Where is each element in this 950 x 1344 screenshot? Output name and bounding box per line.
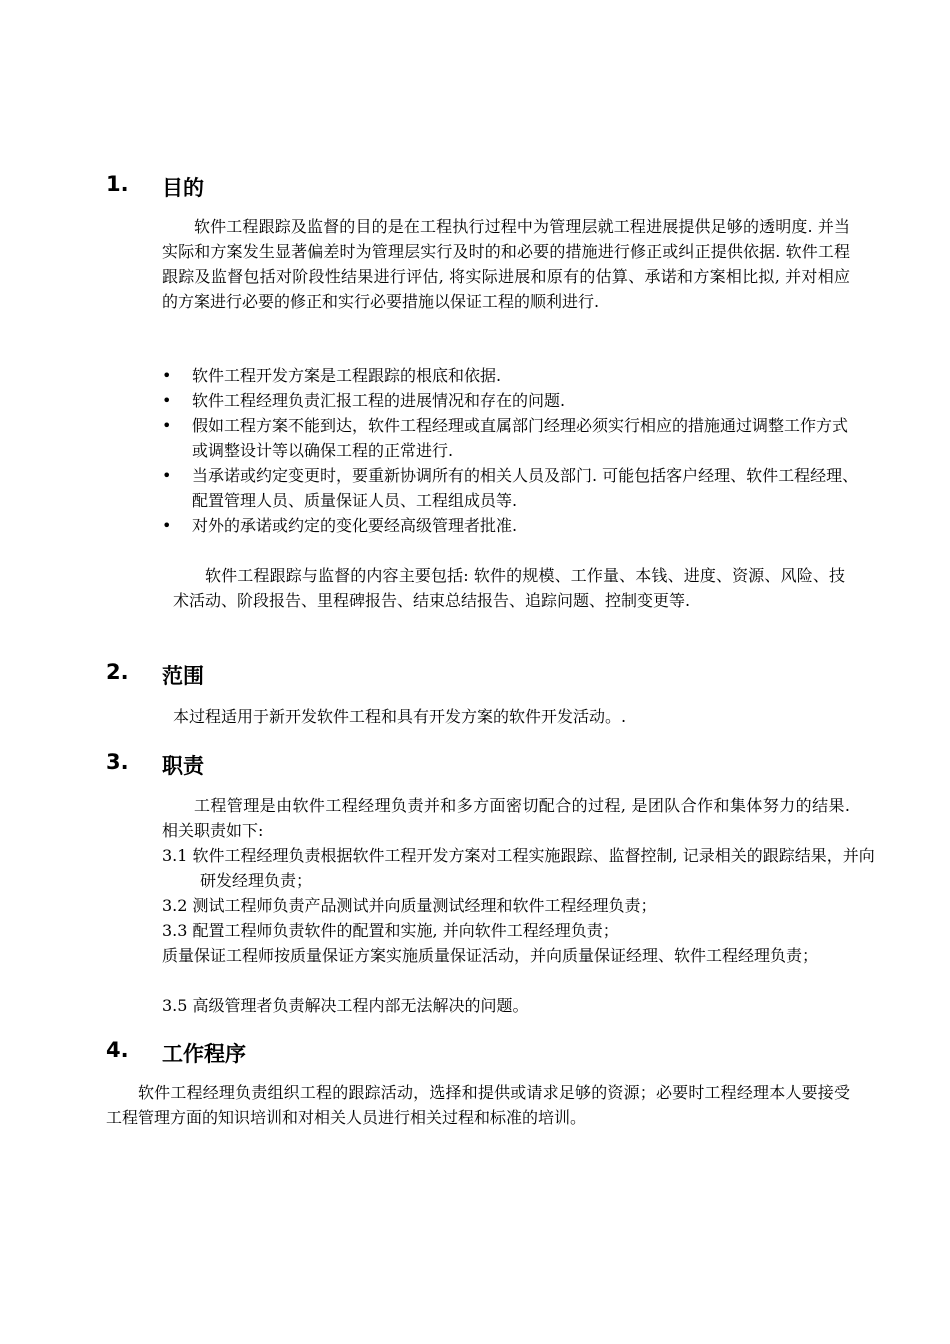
section-title: 职责 (162, 754, 204, 778)
list-item-text: 软件工程经理负责汇报工程的进展情况和存在的问题. (192, 391, 566, 410)
section-title: 工作程序 (162, 1042, 246, 1066)
bullet-icon: • (162, 516, 172, 535)
section-number: 3. (106, 750, 129, 774)
purpose-bullet-list (162, 363, 862, 538)
section-number: 1. (106, 172, 129, 196)
list-item-text: 对外的承诺或约定的变化要经高级管理者批准. (192, 516, 518, 535)
scope-paragraph: 本过程适用于新开发软件工程和具有开发方案的软件开发活动。. (173, 707, 627, 726)
purpose-paragraph: 软件工程跟踪及监督的目的是在工程执行过程中为管理层就工程进展提供足够的透明度. 并当实际和方案发生显著偏差时为管理层实行及时的和必要的措施进行修正或纠正提供依据. 软件工程跟踪及监督包括对阶段性结果进行评估, 将实际进展和原有的估算、承诺和方案相比拟, 并对相应的方案进行必要的修正和实行必要措施以保证工程的顺利进行. (162, 217, 850, 311)
list-item-text: 软件工程开发方案是工程跟踪的根底和依据. (192, 366, 502, 385)
list-item (162, 363, 862, 388)
responsibility-item: 3.3 配置工程师负责软件的配置和实施, 并向软件工程经理负责； (162, 921, 619, 940)
bullet-icon: • (162, 391, 172, 410)
tracking-content-paragraph: 软件工程跟踪与监督的内容主要包括: 软件的规模、工作量、本钱、进度、资源、风险、技术活动、阶段报告、里程碑报告、结束总结报告、追踪问题、控制变更等. (173, 566, 845, 610)
list-item-text: 假如工程方案不能到达，软件工程经理或直属部门经理必须实行相应的措施通过调整工作方式或调整设计等以确保工程的正常进行. (192, 416, 849, 460)
list-item-text: 当承诺或约定变更时，要重新协调所有的相关人员及部门. 可能包括客户经理、软件工程经理、配置管理人员、质量保证人员、工程组成员等. (192, 466, 859, 510)
list-item (162, 513, 862, 538)
responsibility-intro: 工程管理是由软件工程经理负责并和多方面密切配合的过程, 是团队合作和集体努力的结果. 相关职责如下: (162, 796, 850, 840)
bullet-icon: • (162, 366, 172, 385)
responsibility-item: 质量保证工程师按质量保证方案实施质量保证活动，并向质量保证经理、软件工程经理负责； (162, 946, 819, 965)
bullet-icon: • (162, 416, 172, 435)
list-item (162, 413, 862, 463)
section-title: 范围 (162, 664, 204, 688)
bullet-icon: • (162, 466, 172, 485)
list-item (162, 388, 862, 413)
responsibility-item: 3.2 测试工程师负责产品测试并向质量测试经理和软件工程经理负责； (162, 896, 657, 915)
section-number: 2. (106, 660, 129, 684)
list-item (162, 463, 862, 513)
procedure-paragraph: 软件工程经理负责组织工程的跟踪活动，选择和提供或请求足够的资源；必要时工程经理本人要接受工程管理方面的知识培训和对相关人员进行相关过程和标准的培训。 (106, 1083, 850, 1127)
section-number: 4. (106, 1038, 129, 1062)
responsibility-item: 3.5 高级管理者负责解决工程内部无法解决的问题。 (162, 996, 529, 1015)
responsibility-item: 3.1 软件工程经理负责根据软件工程开发方案对工程实施跟踪、监督控制, 记录相关的跟踪结果，并向研发经理负责； (162, 846, 875, 890)
section-title: 目的 (162, 176, 204, 200)
